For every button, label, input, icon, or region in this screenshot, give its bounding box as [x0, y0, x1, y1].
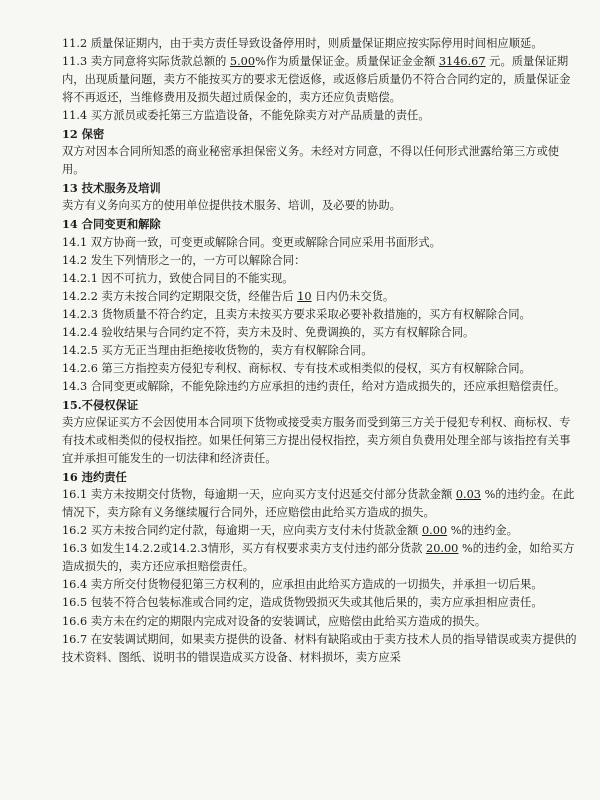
section-heading-14: 14 合同变更和解除 — [62, 217, 161, 232]
clause-11-2: 11.2 质量保证期内，由于卖方责任导致设备停用时，则质量保证期应按实际停用时间相应顺延。 — [62, 37, 543, 50]
clause-14-2-6: 14.2.6 第三方指控卖方侵犯专利权、商标权、专有技术或相类似的侵权，买方有权解除合同。 — [62, 361, 531, 375]
section-heading-15: 15.不侵权保证 — [62, 397, 139, 412]
clause-16-2: 16.2 买方未按合同约定付款，每逾期一天，应向卖方支付未付货款金额 0.00 %的违约金。 — [62, 524, 518, 538]
clause-14-3: 14.3 合同变更或解除，不能免除违约方应承担的违约责任，给对方造成损失的，还应承担赔偿责任。 — [62, 379, 566, 393]
section-13-body: 卖方有义务向买方的使用单位提供技术服务、培训，及必要的协助。 — [62, 199, 401, 213]
section-heading-13: 13 技术服务及培训 — [62, 181, 161, 196]
clause-16-1: 16.1 卖方未按期交付货物，每逾期一天，应向买方支付迟延交付部分货款金额 0.03 %的违约金。在此情况下，卖方除有义务继续履行合同外，还应赔偿由此给买方造成的损失。 — [62, 488, 575, 520]
clause-14-2-5: 14.2.5 买方无正当理由拒绝接收货物的，卖方有权解除合同。 — [62, 343, 373, 357]
clause-14-1: 14.1 双方协商一致，可变更或解除合同。变更或解除合同应采用书面形式。 — [62, 235, 441, 249]
clause-16-7: 16.7 在安装调试期间，如果卖方提供的设备、材料有缺陷或由于卖方技术人员的指导错误或卖方提供的技术资料、图纸、说明书的错误造成买方设备、材料损坏，卖方应采 — [62, 632, 577, 664]
clause-14-2-3: 14.2.3 货物质量不符合约定，且卖方未按买方要求采取必要补救措施的，买方有权解除合同。 — [62, 307, 531, 321]
clause-16-6: 16.6 卖方未在约定的期限内完成对设备的安装调试，应赔偿由此给买方造成的损失。 — [62, 614, 487, 628]
clause-16-5: 16.5 包装不符合包装标准或合同约定，造成货物毁损灭失或其他后果的，卖方应承担相应责任。 — [62, 596, 543, 610]
clause-11-3: 11.3 卖方同意将实际货款总额的 5.00%作为质量保证金。质量保证金金额 3146.67 元。质量保证期内，出现质量问题，卖方不能按买方的要求无偿返修，或返修后质量仍不符合合同约定的，质量保证金将不再返还，当维修费用及损失超过质保金的，卖方还应负责赔偿。 — [62, 55, 571, 105]
clause-16-3: 16.3 如发生14.2.2或14.2.3情形，买方有权要求卖方支付违约部分货款 20.00 %的违约金，如给买方造成损失的，卖方还应承担赔偿责任。 — [62, 542, 575, 574]
clause-14-2-1: 14.2.1 因不可抗力，致使合同目的不能实现。 — [62, 271, 294, 285]
section-12-body: 双方对因本合同所知悉的商业秘密承担保密义务。未经对方同意，不得以任何形式泄露给第三方或使用。 — [62, 145, 560, 177]
section-heading-16: 16 违约责任 — [62, 470, 127, 485]
clause-11-4: 11.4 买方派员或委托第三方监造设备，不能免除卖方对产品质量的责任。 — [62, 109, 430, 123]
contract-text — [62, 35, 578, 667]
section-heading-12: 12 保密 — [62, 127, 105, 142]
clause-14-2: 14.2 发生下列情形之一的，一方可以解除合同： — [62, 253, 306, 267]
clause-14-2-4: 14.2.4 验收结果与合同约定不符，卖方未及时、免费调换的，买方有权解除合同。 — [62, 325, 475, 339]
clause-16-4: 16.4 卖方所交付货物侵犯第三方权利的，应承担由此给买方造成的一切损失，并承担一切后果。 — [62, 578, 543, 592]
clause-14-2-2: 14.2.2 卖方未按合同约定期限交货，经催告后 10 日内仍未交货。 — [62, 289, 395, 303]
section-15-body: 卖方应保证买方不会因使用本合同项下货物或接受卖方服务而受到第三方关于侵犯专利权、商标权、专有技术或相类似的侵权指控。如果任何第三方提出侵权指控，卖方须自负费用处理全部与该指控有关事宜并承担可能发生的一切法律和经济责任。 — [62, 415, 571, 466]
